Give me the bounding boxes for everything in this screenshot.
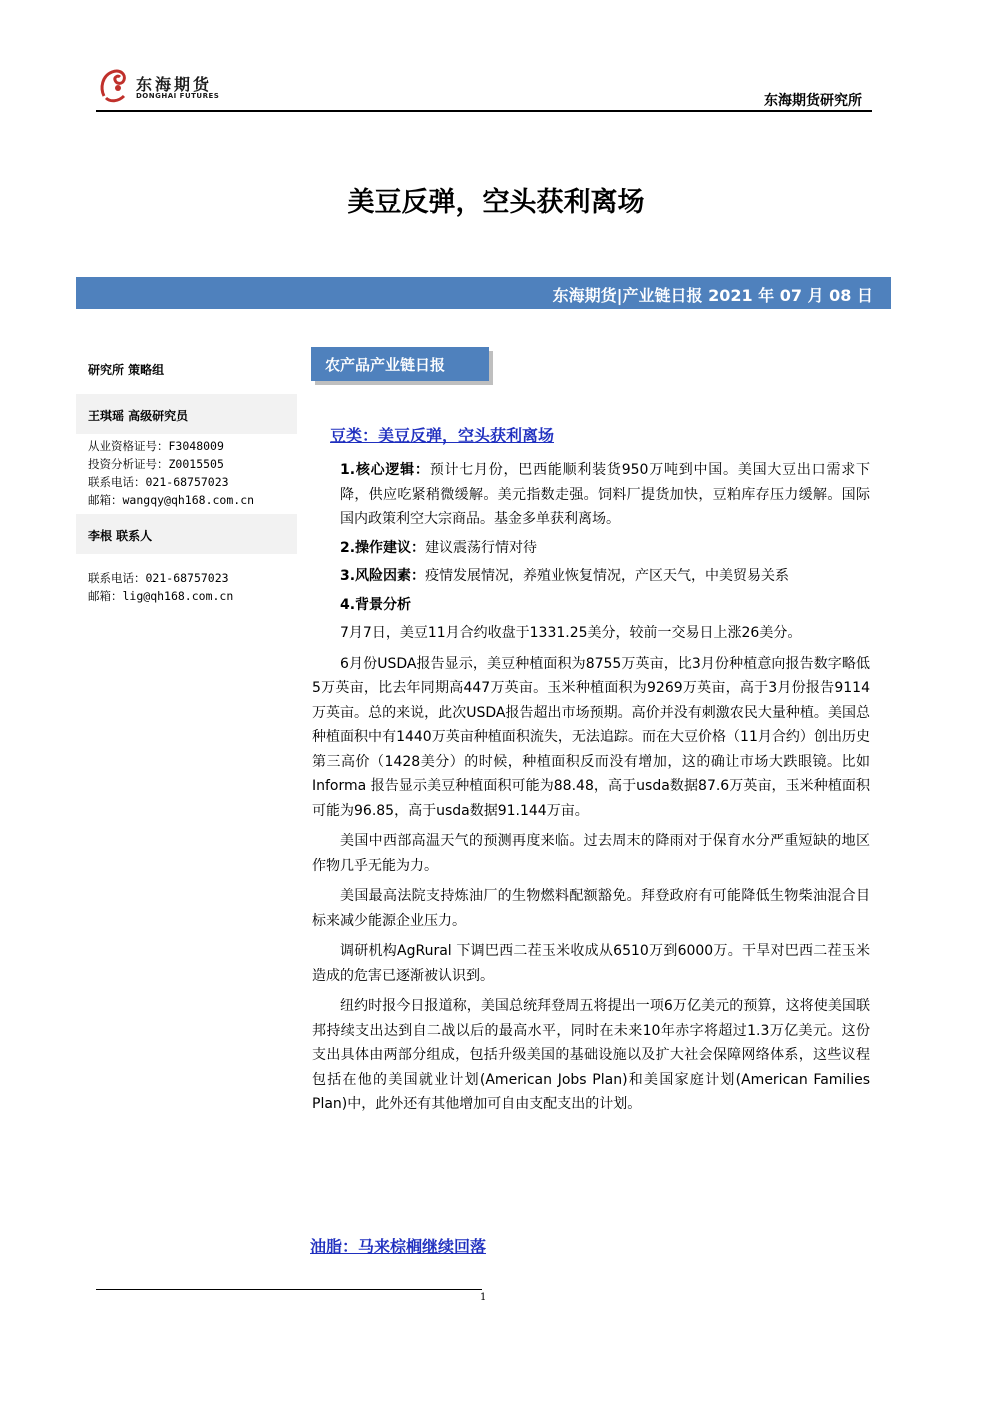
- footer-divider: [96, 1289, 482, 1290]
- core-logic-text: 预计七月份，巴西能顺利装货950万吨到中国。美国大豆出口需求下降，供应吃紧稍微缓解。美元指数走强。饲料厂提货加快，豆粕库存压力缓解。国际国内政策利空大宗商品。基金多单获利离场。: [340, 462, 870, 527]
- body-paragraph: 7月7日，美豆11月合约收盘于1331.25美分，较前一交易日上涨26美分。: [340, 625, 802, 641]
- subsection-soybean-link[interactable]: 豆类：美豆反弹，空头获利离场: [330, 426, 555, 445]
- subsection-oils-link[interactable]: 油脂：马来棕榈继续回落: [310, 1237, 487, 1256]
- institute-name: 东海期货研究所: [764, 93, 862, 109]
- operation-advice: [312, 536, 870, 561]
- operation-advice-label: 2.操作建议：: [340, 539, 426, 556]
- analyst2-contact: [88, 569, 309, 605]
- body-paragraph: 纽约时报今日报道称，美国总统拜登周五将提出一项6万亿美元的预算，这将使美国联邦持续支出达到自二战以后的最高水平，同时在未来10年赤字将超过1.3万亿美元。这份支出具体由两部分组成，包括升级美国的基础设施以及扩大社会保障网络体系，这些议程包括在他的美国就业计划(American Jobs Plan)和美国家庭计划(American Families Plan)中，此外还有其他增加可自由支配支出的计划。: [312, 998, 870, 1112]
- section-tag-label: 农产品产业链日报: [325, 356, 446, 374]
- analyst1-name: 王琪瑶 高级研究员: [88, 409, 189, 423]
- analyst2-name: 李根 联系人: [88, 529, 153, 543]
- operation-advice-text: 建议震荡行情对待: [425, 539, 538, 556]
- background-label: 4.背景分析: [340, 596, 412, 613]
- logo-text-en: DONGHAI FUTURES: [136, 92, 220, 100]
- analyst2-line: 联系电话：021-68757023: [88, 571, 229, 585]
- body-paragraph: 调研机构AgRural 下调巴西二茬玉米收成从6510万到6000万。干旱对巴西二茬玉米造成的危害已逐渐被认识到。: [312, 943, 870, 984]
- banner-text: 东海期货|产业链日报 2021 年 07 月 08 日: [552, 286, 873, 305]
- page-number: 1: [480, 1292, 487, 1303]
- analyst1-line: 投资分析证号：Z0015505: [88, 457, 224, 471]
- analyst1-line: 从业资格证号：F3048009: [88, 439, 224, 453]
- background-heading: [312, 593, 870, 618]
- analyst2-email: 邮箱：lig@qh168.com.cn: [88, 589, 234, 603]
- section-tag: [311, 347, 489, 381]
- body-paragraph: 美国中西部高温天气的预测再度来临。过去周末的降雨对于保育水分严重短缺的地区作物几乎无能为力。: [312, 833, 870, 874]
- header-divider: [96, 110, 872, 112]
- dragon-logo-icon: [96, 66, 132, 106]
- core-logic: [312, 458, 870, 532]
- report-title: 美豆反弹，空头获利离场: [347, 187, 645, 218]
- analyst1-contact: [88, 437, 309, 509]
- analyst1-line: 联系电话：021-68757023: [88, 475, 229, 489]
- sidebar-dept: 研究所 策略组: [88, 363, 165, 377]
- report-banner: [76, 277, 891, 309]
- risk-factors: [312, 564, 870, 589]
- main-body: [312, 458, 870, 1117]
- company-logo: [96, 66, 236, 106]
- body-paragraph: 6月份USDA报告显示，美豆种植面积为8755万英亩，比3月份种植意向报告数字略低5万英亩，比去年同期高447万英亩。玉米种植面积为9269万英亩，高于3月份报告9114万英亩。总的来说，此次USDA报告超出市场预期。高价并没有刺激农民大量种植。美国总种植面积中有1440万英亩种植面积流失，无法追踪。而在大豆价格（11月合约）创出历史第三高价（1428美分）的时候，种植面积反而没有增加，这的确让市场大跌眼镜。比如Informa 报告显示美豆种植面积可能为88.48，高于usda数据87.6万英亩，玉米种植面积可能为96.85，高于usda数据91.144万亩。: [312, 655, 870, 819]
- logo-text-cn: 东海期货: [136, 75, 213, 94]
- core-logic-label: 1.核心逻辑：: [340, 462, 430, 478]
- body-paragraph: 美国最高法院支持炼油厂的生物燃料配额豁免。拜登政府有可能降低生物柴油混合目标来减少能源企业压力。: [312, 888, 870, 929]
- risk-factors-text: 疫情发展情况，养殖业恢复情况，产区天气，中美贸易关系: [425, 568, 790, 584]
- risk-factors-label: 3.风险因素：: [340, 568, 426, 584]
- analyst1-header: [76, 394, 297, 434]
- analyst2-header: [76, 514, 297, 554]
- analyst1-email: 邮箱：wangqy@qh168.com.cn: [88, 493, 255, 507]
